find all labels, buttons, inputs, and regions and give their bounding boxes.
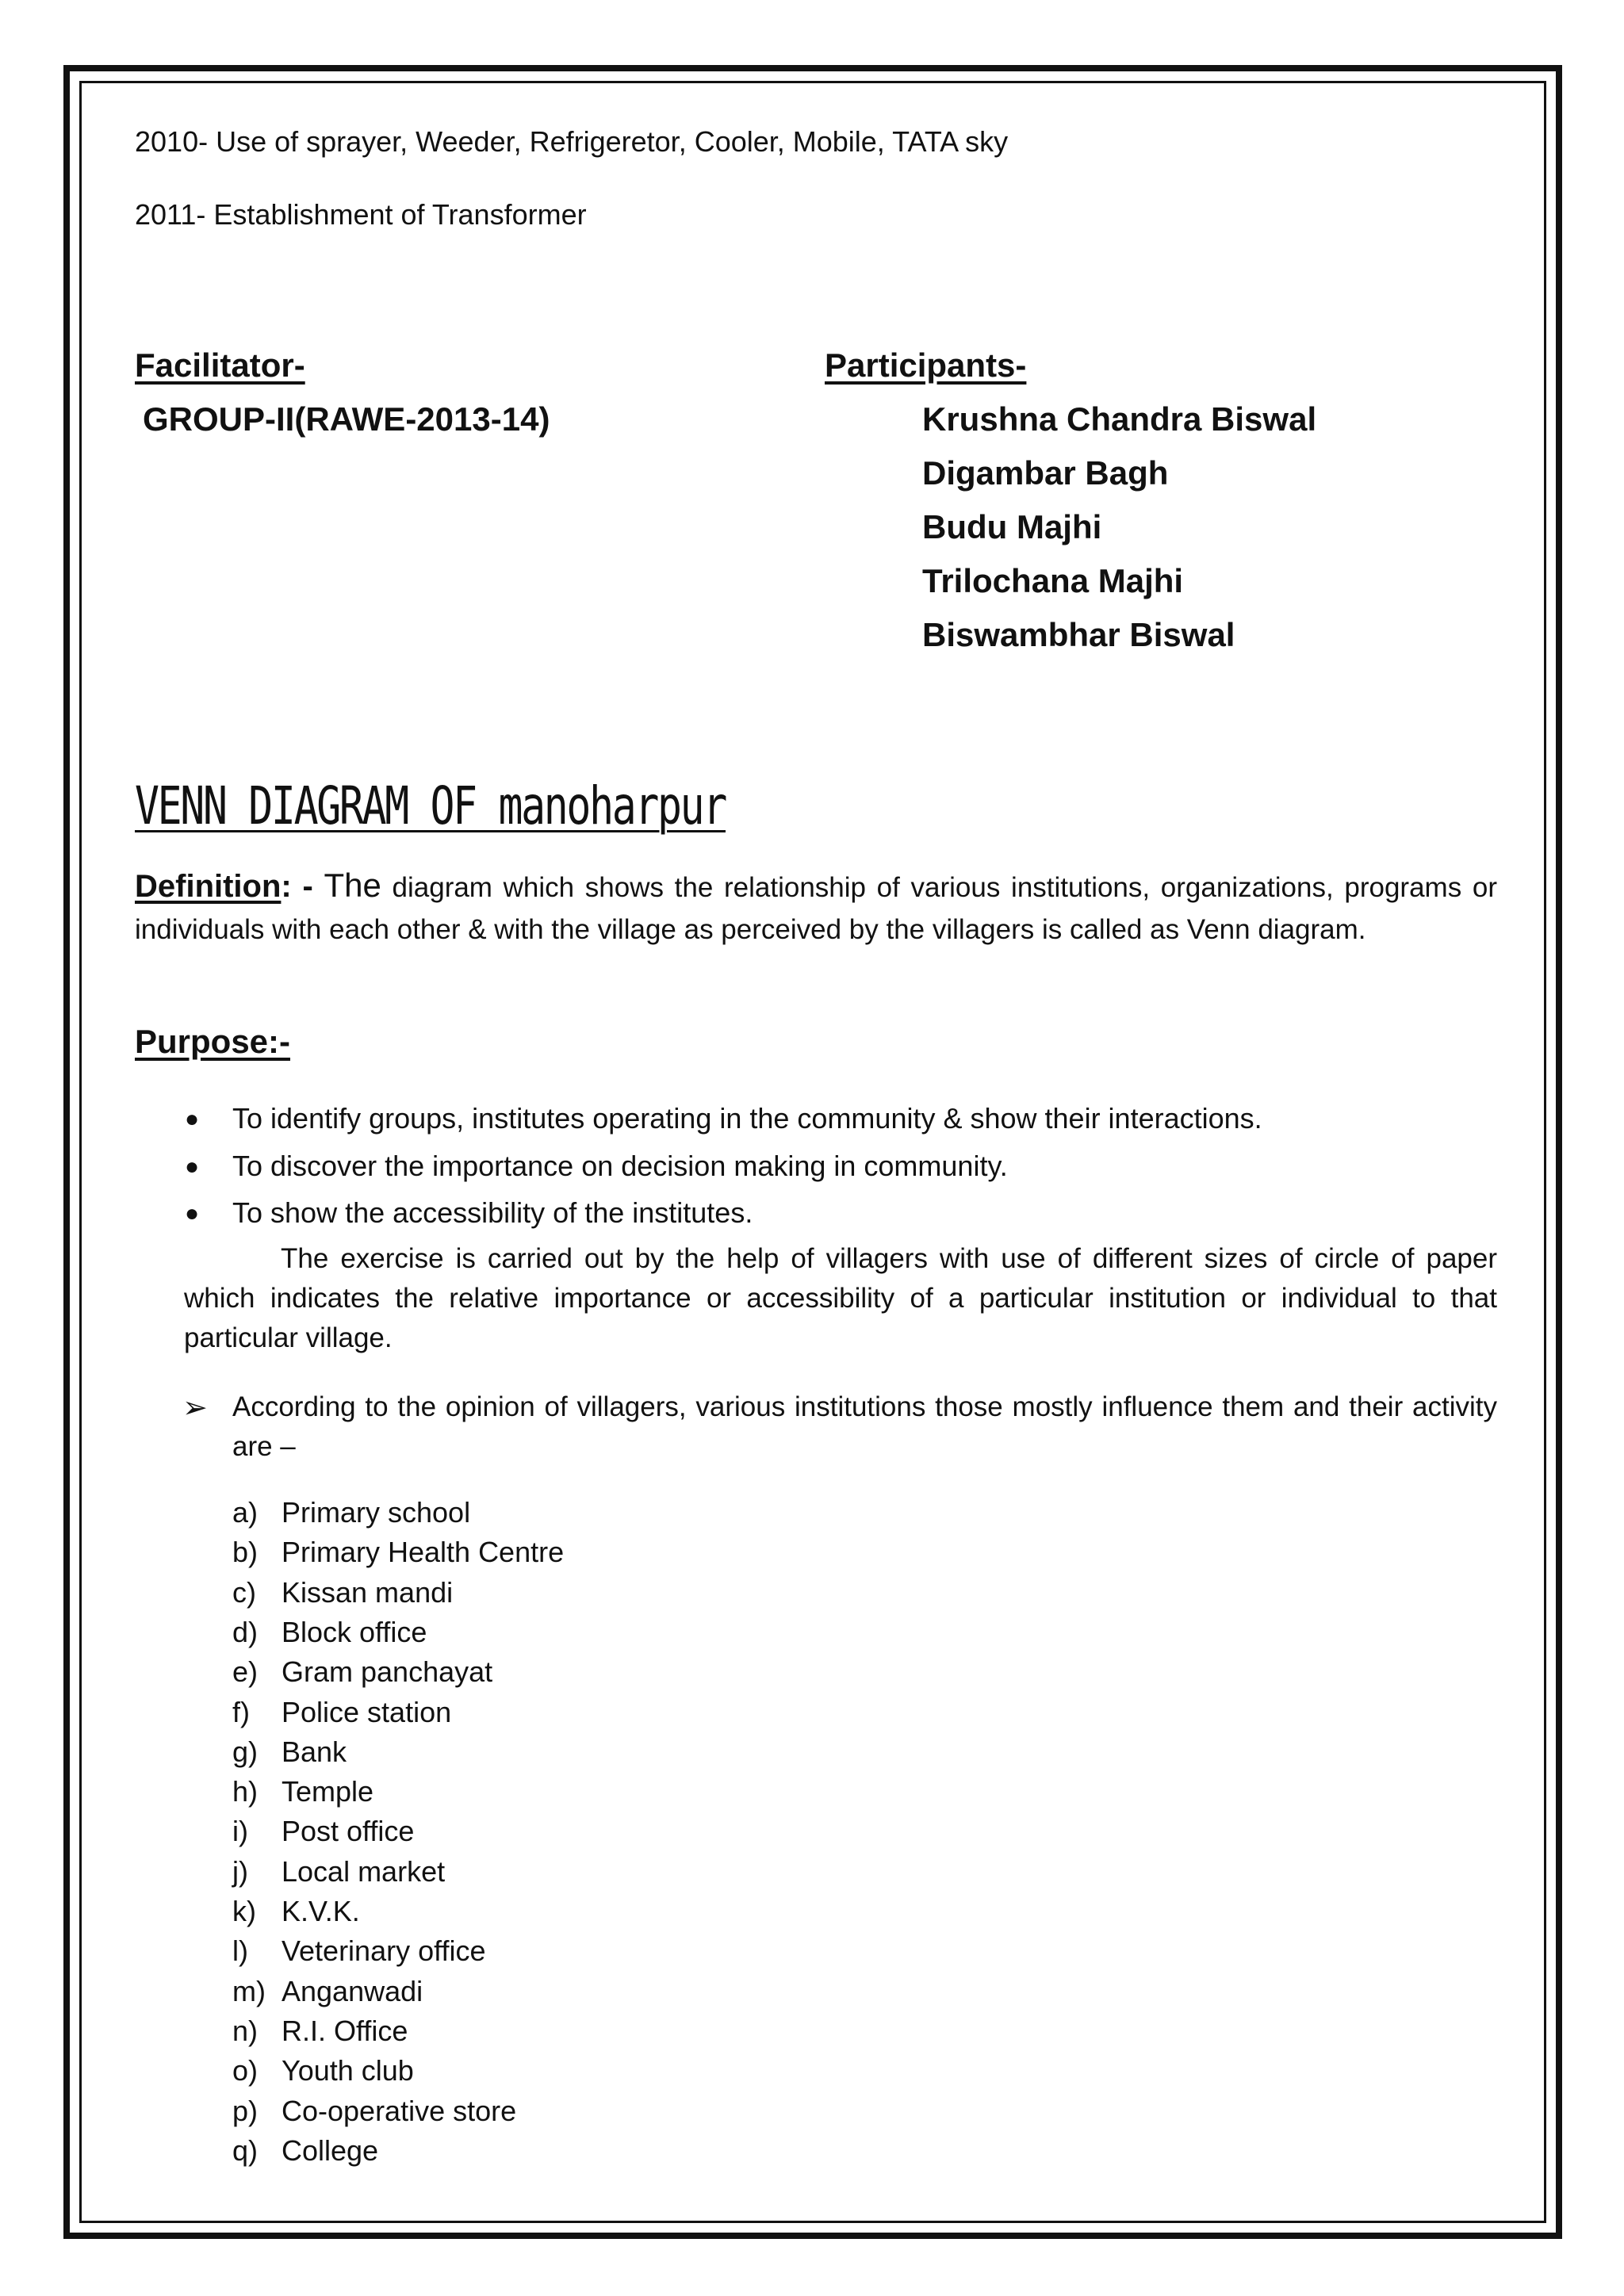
list-item: Primary Health Centre xyxy=(282,1536,565,1568)
purpose-heading: Purpose:- xyxy=(135,1023,291,1060)
venn-title: VENN DIAGRAM OF manoharpur xyxy=(135,775,726,836)
arrow-bullet-icon: ➢ xyxy=(182,1391,208,1425)
list-item: K.V.K. xyxy=(282,1895,360,1927)
bullet-icon: ● xyxy=(185,1106,200,1132)
definition-text: diagram which shows the relationship of various institutions, organizations, programs or individuals with each other & with the village as perceived by the villagers is called as Venn diagram. xyxy=(135,872,1498,945)
participant-name: Krushna Chandra Biswal xyxy=(922,400,1317,438)
list-item: Anganwadi xyxy=(282,1975,423,2007)
facilitator-heading: Facilitator- xyxy=(135,346,305,384)
list-item-letter: j) xyxy=(232,1855,248,1888)
list-item-letter: n) xyxy=(232,2015,259,2047)
list-item-letter: p) xyxy=(232,2095,259,2127)
purpose-bullet: To show the accessibility of the institutes. xyxy=(232,1196,753,1229)
list-item: Veterinary office xyxy=(282,1934,486,1967)
list-item: Gram panchayat xyxy=(282,1655,493,1688)
definition-colon: : xyxy=(281,869,292,904)
participant-name: Digambar Bagh xyxy=(922,454,1169,492)
list-item-letter: q) xyxy=(232,2134,259,2167)
bullet-icon: ● xyxy=(185,1154,200,1180)
participants-heading: Participants- xyxy=(825,346,1027,384)
definition-label: Definition xyxy=(135,869,282,904)
purpose-bullet: To identify groups, institutes operating in the community & show their interactions. xyxy=(232,1102,1262,1135)
definition-dash: - xyxy=(302,869,313,904)
list-item-letter: b) xyxy=(232,1536,259,1568)
list-item-letter: e) xyxy=(232,1655,259,1688)
list-item-letter: m) xyxy=(232,1975,266,2007)
list-item: Temple xyxy=(282,1775,374,1808)
list-item: Co-operative store xyxy=(282,2095,517,2127)
list-item: Bank xyxy=(282,1735,347,1768)
participant-name: Trilochana Majhi xyxy=(922,562,1184,599)
list-item: Primary school xyxy=(282,1496,471,1529)
opinion-paragraph: According to the opinion of villagers, various institutions those mostly influence them and their activity are – xyxy=(232,1391,1497,1462)
definition-paragraph xyxy=(135,864,1497,951)
list-item-letter: a) xyxy=(232,1496,259,1529)
list-item-letter: l) xyxy=(232,1934,248,1967)
facilitator-group: GROUP-II(RAWE-2013-14) xyxy=(143,400,550,438)
list-item: Kissan mandi xyxy=(282,1576,454,1609)
purpose-bullet: To discover the importance on decision making in community. xyxy=(232,1150,1008,1182)
list-item-letter: h) xyxy=(232,1775,259,1808)
list-item-letter: i) xyxy=(232,1815,248,1847)
list-item: Police station xyxy=(282,1696,452,1728)
timeline-2010: 2010- Use of sprayer, Weeder, Refrigeretor, Cooler, Mobile, TATA sky xyxy=(135,125,1009,158)
list-item-letter: o) xyxy=(232,2054,259,2087)
participant-name: Biswambhar Biswal xyxy=(922,616,1235,653)
list-item-letter: c) xyxy=(232,1576,256,1609)
exercise-paragraph: The exercise is carried out by the help of villagers with use of different sizes of circle of paper which indicates the relative importance or accessibility of a particular institution or individual to that particular village. xyxy=(184,1243,1497,1353)
list-item-letter: g) xyxy=(232,1735,259,1768)
list-item: R.I. Office xyxy=(282,2015,408,2047)
list-item: Local market xyxy=(282,1855,446,1888)
participant-name: Budu Majhi xyxy=(922,508,1102,545)
bullet-icon: ● xyxy=(185,1200,200,1226)
list-item-letter: k) xyxy=(232,1895,256,1927)
definition-the: The xyxy=(324,867,381,904)
list-item-letter: d) xyxy=(232,1616,259,1648)
list-item: College xyxy=(282,2134,379,2167)
timeline-2011: 2011- Establishment of Transformer xyxy=(135,198,587,231)
list-item: Block office xyxy=(282,1616,427,1648)
list-item: Post office xyxy=(282,1815,415,1847)
list-item: Youth club xyxy=(282,2054,414,2087)
list-item-letter: f) xyxy=(232,1696,250,1728)
